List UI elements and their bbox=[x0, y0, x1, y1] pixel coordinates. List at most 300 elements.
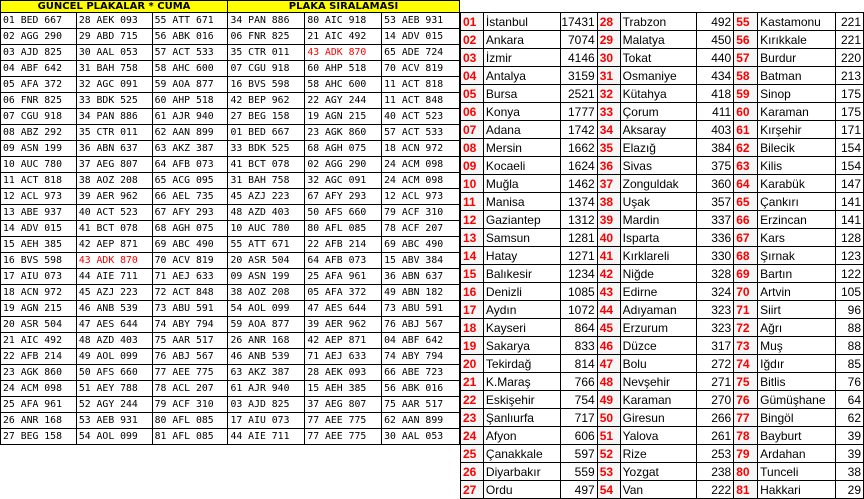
plate-cell[interactable]: 25 AFA 961 bbox=[305, 269, 382, 285]
plate-count[interactable]: 175 bbox=[836, 103, 864, 121]
plate-cell[interactable]: 13 ABE 937 bbox=[1, 205, 77, 221]
plate-cell[interactable]: 80 AFL 085 bbox=[152, 413, 228, 429]
plate-count[interactable]: 403 bbox=[697, 121, 734, 139]
rank-number[interactable]: 75 bbox=[734, 373, 758, 391]
rank-number[interactable]: 71 bbox=[734, 301, 758, 319]
plate-cell[interactable]: 76 ABJ 567 bbox=[152, 349, 228, 365]
plate-cell[interactable]: 42 AEP 871 bbox=[76, 237, 152, 253]
rank-number[interactable]: 72 bbox=[734, 319, 758, 337]
plate-count[interactable]: 17431 bbox=[560, 13, 597, 31]
city-name[interactable]: Kilis bbox=[758, 157, 836, 175]
plate-cell[interactable]: 38 AOZ 208 bbox=[228, 285, 305, 301]
plate-count[interactable]: 253 bbox=[697, 445, 734, 463]
rank-number[interactable]: 10 bbox=[461, 175, 484, 193]
plate-cell[interactable]: 44 AIE 711 bbox=[76, 269, 152, 285]
rank-number[interactable]: 73 bbox=[734, 337, 758, 355]
plate-cell[interactable]: 21 AIC 492 bbox=[1, 333, 77, 349]
rank-number[interactable]: 33 bbox=[597, 103, 620, 121]
plate-cell[interactable]: 48 AZD 403 bbox=[228, 205, 305, 221]
city-name[interactable]: Ankara bbox=[483, 31, 560, 49]
plate-cell[interactable]: 68 AGH 075 bbox=[152, 221, 228, 237]
city-name[interactable]: Isparta bbox=[620, 229, 697, 247]
rank-number[interactable]: 61 bbox=[734, 121, 758, 139]
plate-cell[interactable]: 09 ASN 199 bbox=[1, 141, 77, 157]
plate-cell[interactable]: 30 AAL 053 bbox=[382, 429, 460, 445]
plate-cell[interactable]: 55 ATT 671 bbox=[152, 13, 228, 29]
city-name[interactable]: Edirne bbox=[620, 283, 697, 301]
plate-count[interactable]: 2521 bbox=[560, 85, 597, 103]
plate-cell[interactable]: 15 AEH 385 bbox=[1, 237, 77, 253]
plate-cell[interactable]: 50 AFS 660 bbox=[76, 365, 152, 381]
plate-count[interactable]: 122 bbox=[836, 265, 864, 283]
plate-count[interactable]: 833 bbox=[560, 337, 597, 355]
plate-cell[interactable]: 56 ABK 016 bbox=[152, 29, 228, 45]
rank-number[interactable]: 14 bbox=[461, 247, 484, 265]
plate-count[interactable]: 330 bbox=[697, 247, 734, 265]
city-name[interactable]: Karaman bbox=[620, 391, 697, 409]
plate-cell[interactable]: 34 PAN 886 bbox=[76, 109, 152, 125]
plate-cell[interactable]: 08 ABZ 292 bbox=[1, 125, 77, 141]
plate-count[interactable]: 440 bbox=[697, 49, 734, 67]
city-name[interactable]: Adıyaman bbox=[620, 301, 697, 319]
plate-cell[interactable]: 36 ABN 637 bbox=[382, 269, 460, 285]
plate-cell[interactable]: 27 BEG 158 bbox=[1, 429, 77, 445]
city-name[interactable]: Iğdır bbox=[758, 355, 836, 373]
rank-number[interactable]: 28 bbox=[597, 13, 620, 31]
rank-number[interactable]: 41 bbox=[597, 247, 620, 265]
city-name[interactable]: Bolu bbox=[620, 355, 697, 373]
rank-number[interactable]: 40 bbox=[597, 229, 620, 247]
city-name[interactable]: Hatay bbox=[483, 247, 560, 265]
rank-number[interactable]: 27 bbox=[461, 481, 484, 499]
city-name[interactable]: Sinop bbox=[758, 85, 836, 103]
rank-number[interactable]: 42 bbox=[597, 265, 620, 283]
plate-cell[interactable]: 32 AGC 091 bbox=[305, 173, 382, 189]
plate-count[interactable]: 128 bbox=[836, 229, 864, 247]
plate-count[interactable]: 411 bbox=[697, 103, 734, 121]
plate-count[interactable]: 1624 bbox=[560, 157, 597, 175]
plate-count[interactable]: 1234 bbox=[560, 265, 597, 283]
city-name[interactable]: Şırnak bbox=[758, 247, 836, 265]
plate-cell[interactable]: 45 AZJ 223 bbox=[76, 285, 152, 301]
rank-number[interactable]: 60 bbox=[734, 103, 758, 121]
rank-number[interactable]: 57 bbox=[734, 49, 758, 67]
plate-cell[interactable]: 14 ADV 015 bbox=[1, 221, 77, 237]
rank-number[interactable]: 32 bbox=[597, 85, 620, 103]
city-name[interactable]: Samsun bbox=[483, 229, 560, 247]
plate-cell[interactable]: 79 ACF 310 bbox=[382, 205, 460, 221]
plate-cell[interactable]: 72 ACT 848 bbox=[152, 285, 228, 301]
plate-cell[interactable]: 30 AAL 053 bbox=[76, 45, 152, 61]
plate-cell[interactable]: 39 AER 962 bbox=[76, 189, 152, 205]
plate-cell[interactable]: 58 AHC 600 bbox=[152, 61, 228, 77]
city-name[interactable]: Aydın bbox=[483, 301, 560, 319]
plate-cell[interactable]: 06 FNR 825 bbox=[228, 29, 305, 45]
plate-count[interactable]: 76 bbox=[836, 373, 864, 391]
rank-number[interactable]: 24 bbox=[461, 427, 484, 445]
plate-cell[interactable]: 70 ACV 819 bbox=[382, 61, 460, 77]
plate-cell[interactable]: 34 PAN 886 bbox=[228, 13, 305, 29]
city-name[interactable]: Yozgat bbox=[620, 463, 697, 481]
plate-count[interactable]: 337 bbox=[697, 211, 734, 229]
plate-cell[interactable]: 68 AGH 075 bbox=[305, 141, 382, 157]
plate-cell[interactable]: 15 AEH 385 bbox=[305, 381, 382, 397]
plate-cell[interactable]: 12 ACL 973 bbox=[382, 189, 460, 205]
plate-count[interactable]: 450 bbox=[697, 31, 734, 49]
plate-cell[interactable]: 66 ABE 723 bbox=[382, 365, 460, 381]
city-name[interactable]: Kayseri bbox=[483, 319, 560, 337]
rank-number[interactable]: 06 bbox=[461, 103, 484, 121]
city-name[interactable]: Muğla bbox=[483, 175, 560, 193]
city-name[interactable]: Kocaeli bbox=[483, 157, 560, 175]
plate-count[interactable]: 317 bbox=[697, 337, 734, 355]
plate-count[interactable]: 171 bbox=[836, 121, 864, 139]
plate-cell[interactable]: 77 AEE 775 bbox=[152, 365, 228, 381]
plate-count[interactable]: 606 bbox=[560, 427, 597, 445]
plate-cell[interactable]: 10 AUC 780 bbox=[1, 157, 77, 173]
plate-cell[interactable]: 25 AFA 961 bbox=[1, 397, 77, 413]
plate-cell[interactable]: 75 AAR 517 bbox=[382, 397, 460, 413]
plate-cell[interactable]: 53 AEB 931 bbox=[76, 413, 152, 429]
plate-cell[interactable]: 14 ADV 015 bbox=[382, 29, 460, 45]
plate-cell[interactable]: 66 AEL 735 bbox=[152, 189, 228, 205]
plate-count[interactable]: 336 bbox=[697, 229, 734, 247]
rank-number[interactable]: 26 bbox=[461, 463, 484, 481]
plate-count[interactable]: 360 bbox=[697, 175, 734, 193]
city-name[interactable]: İstanbul bbox=[483, 13, 560, 31]
plate-count[interactable]: 39 bbox=[836, 427, 864, 445]
rank-number[interactable]: 08 bbox=[461, 139, 484, 157]
rank-number[interactable]: 36 bbox=[597, 157, 620, 175]
plate-count[interactable]: 497 bbox=[560, 481, 597, 499]
plate-count[interactable]: 418 bbox=[697, 85, 734, 103]
plate-cell[interactable]: 40 ACT 523 bbox=[382, 109, 460, 125]
plate-count[interactable]: 39 bbox=[836, 445, 864, 463]
plate-cell[interactable]: 61 AJR 940 bbox=[152, 109, 228, 125]
plate-count[interactable]: 597 bbox=[560, 445, 597, 463]
plate-count[interactable]: 64 bbox=[836, 391, 864, 409]
plate-count[interactable]: 154 bbox=[836, 157, 864, 175]
rank-number[interactable]: 47 bbox=[597, 355, 620, 373]
rank-number[interactable]: 09 bbox=[461, 157, 484, 175]
plate-cell[interactable]: 71 AEJ 633 bbox=[152, 269, 228, 285]
plate-count[interactable]: 323 bbox=[697, 301, 734, 319]
plate-cell[interactable]: 80 AIC 918 bbox=[305, 13, 382, 29]
plate-cell[interactable]: 19 AGN 215 bbox=[305, 109, 382, 125]
plate-cell[interactable]: 80 AFL 085 bbox=[305, 221, 382, 237]
rank-number[interactable]: 56 bbox=[734, 31, 758, 49]
plate-cell[interactable]: 10 AUC 780 bbox=[228, 221, 305, 237]
plate-count[interactable]: 1374 bbox=[560, 193, 597, 211]
city-name[interactable]: Uşak bbox=[620, 193, 697, 211]
rank-number[interactable]: 63 bbox=[734, 157, 758, 175]
plate-count[interactable]: 29 bbox=[836, 481, 864, 499]
plate-cell[interactable]: 05 AFA 372 bbox=[1, 77, 77, 93]
plate-cell[interactable]: 46 ANB 539 bbox=[76, 301, 152, 317]
plate-cell[interactable]: 57 ACT 533 bbox=[382, 125, 460, 141]
rank-number[interactable]: 66 bbox=[734, 211, 758, 229]
city-name[interactable]: Karaman bbox=[758, 103, 836, 121]
plate-cell[interactable]: 31 BAH 758 bbox=[228, 173, 305, 189]
plate-cell[interactable]: 51 AEY 788 bbox=[76, 381, 152, 397]
city-name[interactable]: İzmir bbox=[483, 49, 560, 67]
plate-count[interactable]: 766 bbox=[560, 373, 597, 391]
plate-cell[interactable]: 61 AJR 940 bbox=[228, 381, 305, 397]
city-name[interactable]: Erzurum bbox=[620, 319, 697, 337]
plate-cell[interactable]: 04 ABF 642 bbox=[382, 333, 460, 349]
city-name[interactable]: Rize bbox=[620, 445, 697, 463]
city-name[interactable]: Denizli bbox=[483, 283, 560, 301]
plate-count[interactable]: 375 bbox=[697, 157, 734, 175]
plate-cell[interactable]: 52 AGY 244 bbox=[76, 397, 152, 413]
plate-count[interactable]: 4146 bbox=[560, 49, 597, 67]
plate-cell[interactable]: 09 ASN 199 bbox=[228, 269, 305, 285]
plate-cell[interactable]: 33 BDK 525 bbox=[76, 93, 152, 109]
plate-count[interactable]: 38 bbox=[836, 463, 864, 481]
rank-number[interactable]: 64 bbox=[734, 175, 758, 193]
rank-number[interactable]: 30 bbox=[597, 49, 620, 67]
plate-count[interactable]: 559 bbox=[560, 463, 597, 481]
rank-number[interactable]: 43 bbox=[597, 283, 620, 301]
city-name[interactable]: Eskişehir bbox=[483, 391, 560, 409]
city-name[interactable]: Muş bbox=[758, 337, 836, 355]
plate-cell[interactable]: 24 ACM 098 bbox=[382, 157, 460, 173]
plate-count[interactable]: 384 bbox=[697, 139, 734, 157]
plate-cell[interactable]: 28 AEK 093 bbox=[76, 13, 152, 29]
plate-cell[interactable]: 65 ACG 095 bbox=[152, 173, 228, 189]
plate-count[interactable]: 222 bbox=[697, 481, 734, 499]
plate-cell[interactable]: 22 AGY 244 bbox=[305, 93, 382, 109]
city-name[interactable]: Tunceli bbox=[758, 463, 836, 481]
plate-cell[interactable]: 44 AIE 711 bbox=[228, 429, 305, 445]
plate-count[interactable]: 123 bbox=[836, 247, 864, 265]
plate-cell[interactable]: 21 AIC 492 bbox=[305, 29, 382, 45]
plate-cell[interactable]: 24 ACM 098 bbox=[1, 381, 77, 397]
plate-count[interactable]: 147 bbox=[836, 175, 864, 193]
plate-cell[interactable]: 05 AFA 372 bbox=[305, 285, 382, 301]
city-name[interactable]: Burdur bbox=[758, 49, 836, 67]
plate-count[interactable]: 85 bbox=[836, 355, 864, 373]
plate-cell[interactable]: 27 BEG 158 bbox=[228, 109, 305, 125]
plate-cell[interactable]: 35 CTR 011 bbox=[228, 45, 305, 61]
plate-cell[interactable]: 77 AEE 775 bbox=[305, 429, 382, 445]
city-name[interactable]: Artvin bbox=[758, 283, 836, 301]
city-name[interactable]: Yalova bbox=[620, 427, 697, 445]
plate-count[interactable]: 141 bbox=[836, 211, 864, 229]
city-name[interactable]: Ağrı bbox=[758, 319, 836, 337]
rank-number[interactable]: 78 bbox=[734, 427, 758, 445]
rank-number[interactable]: 17 bbox=[461, 301, 484, 319]
plate-cell[interactable]: 49 ABN 182 bbox=[382, 285, 460, 301]
plate-count[interactable]: 754 bbox=[560, 391, 597, 409]
city-name[interactable]: Düzce bbox=[620, 337, 697, 355]
plate-cell[interactable]: 17 AIU 073 bbox=[228, 413, 305, 429]
plate-cell[interactable]: 64 AFB 073 bbox=[152, 157, 228, 173]
city-name[interactable]: Manisa bbox=[483, 193, 560, 211]
city-name[interactable]: Mersin bbox=[483, 139, 560, 157]
plate-count[interactable]: 220 bbox=[836, 49, 864, 67]
plate-cell[interactable]: 02 AGG 290 bbox=[1, 29, 77, 45]
city-name[interactable]: Batman bbox=[758, 67, 836, 85]
city-name[interactable]: Elazığ bbox=[620, 139, 697, 157]
plate-count[interactable]: 434 bbox=[697, 67, 734, 85]
plate-cell[interactable]: 17 AIU 073 bbox=[1, 269, 77, 285]
rank-number[interactable]: 81 bbox=[734, 481, 758, 499]
city-name[interactable]: Balıkesir bbox=[483, 265, 560, 283]
rank-number[interactable]: 54 bbox=[597, 481, 620, 499]
city-name[interactable]: Niğde bbox=[620, 265, 697, 283]
plate-cell[interactable]: 43 ADK 870 bbox=[76, 253, 152, 269]
city-name[interactable]: Bingöl bbox=[758, 409, 836, 427]
plate-cell[interactable]: 39 AER 962 bbox=[305, 317, 382, 333]
plate-cell[interactable]: 48 AZD 403 bbox=[76, 333, 152, 349]
plate-cell[interactable]: 38 AOZ 208 bbox=[76, 173, 152, 189]
city-name[interactable]: Kırşehir bbox=[758, 121, 836, 139]
rank-number[interactable]: 22 bbox=[461, 391, 484, 409]
plate-cell[interactable]: 01 BED 667 bbox=[228, 125, 305, 141]
city-name[interactable]: Diyarbakır bbox=[483, 463, 560, 481]
plate-cell[interactable]: 40 ACT 523 bbox=[76, 205, 152, 221]
city-name[interactable]: Bilecik bbox=[758, 139, 836, 157]
plate-count[interactable]: 324 bbox=[697, 283, 734, 301]
plate-cell[interactable]: 59 AOA 877 bbox=[228, 317, 305, 333]
plate-cell[interactable]: 06 FNR 825 bbox=[1, 93, 77, 109]
rank-number[interactable]: 18 bbox=[461, 319, 484, 337]
city-name[interactable]: Antalya bbox=[483, 67, 560, 85]
plate-count[interactable]: 221 bbox=[836, 31, 864, 49]
plate-cell[interactable]: 20 ASR 504 bbox=[228, 253, 305, 269]
rank-number[interactable]: 44 bbox=[597, 301, 620, 319]
city-name[interactable]: Bayburt bbox=[758, 427, 836, 445]
rank-number[interactable]: 49 bbox=[597, 391, 620, 409]
rank-number[interactable]: 55 bbox=[734, 13, 758, 31]
plate-count[interactable]: 221 bbox=[836, 13, 864, 31]
city-name[interactable]: Hakkari bbox=[758, 481, 836, 499]
plate-cell[interactable]: 26 ANR 168 bbox=[228, 333, 305, 349]
plate-cell[interactable]: 53 AEB 931 bbox=[382, 13, 460, 29]
plate-cell[interactable]: 41 BCT 078 bbox=[76, 221, 152, 237]
plate-count[interactable]: 357 bbox=[697, 193, 734, 211]
rank-number[interactable]: 03 bbox=[461, 49, 484, 67]
plate-cell[interactable]: 23 AGK 860 bbox=[305, 125, 382, 141]
plate-cell[interactable]: 37 AEG 807 bbox=[76, 157, 152, 173]
city-name[interactable]: Çankırı bbox=[758, 193, 836, 211]
city-name[interactable]: Kırklareli bbox=[620, 247, 697, 265]
plate-cell[interactable]: 11 ACT 818 bbox=[382, 77, 460, 93]
city-name[interactable]: Bursa bbox=[483, 85, 560, 103]
rank-number[interactable]: 58 bbox=[734, 67, 758, 85]
rank-number[interactable]: 77 bbox=[734, 409, 758, 427]
plate-cell[interactable]: 24 ACM 098 bbox=[382, 173, 460, 189]
plate-cell[interactable]: 74 ABY 794 bbox=[152, 317, 228, 333]
rank-number[interactable]: 53 bbox=[597, 463, 620, 481]
city-name[interactable]: Çanakkale bbox=[483, 445, 560, 463]
rank-number[interactable]: 11 bbox=[461, 193, 484, 211]
city-name[interactable]: Ardahan bbox=[758, 445, 836, 463]
plate-count[interactable]: 62 bbox=[836, 409, 864, 427]
plate-cell[interactable]: 15 ABV 384 bbox=[382, 253, 460, 269]
plate-count[interactable]: 1462 bbox=[560, 175, 597, 193]
plate-count[interactable]: 814 bbox=[560, 355, 597, 373]
plate-cell[interactable]: 23 AGK 860 bbox=[1, 365, 77, 381]
city-name[interactable]: Adana bbox=[483, 121, 560, 139]
rank-number[interactable]: 70 bbox=[734, 283, 758, 301]
city-name[interactable]: Malatya bbox=[620, 31, 697, 49]
plate-count[interactable]: 154 bbox=[836, 139, 864, 157]
plate-cell[interactable]: 81 AFL 085 bbox=[152, 429, 228, 445]
plate-count[interactable]: 323 bbox=[697, 319, 734, 337]
city-name[interactable]: Siirt bbox=[758, 301, 836, 319]
plate-cell[interactable]: 67 AFY 293 bbox=[152, 205, 228, 221]
city-name[interactable]: Kırıkkale bbox=[758, 31, 836, 49]
city-name[interactable]: Tekirdağ bbox=[483, 355, 560, 373]
city-name[interactable]: Osmaniye bbox=[620, 67, 697, 85]
rank-number[interactable]: 69 bbox=[734, 265, 758, 283]
plate-count[interactable]: 864 bbox=[560, 319, 597, 337]
rank-number[interactable]: 05 bbox=[461, 85, 484, 103]
rank-number[interactable]: 39 bbox=[597, 211, 620, 229]
city-name[interactable]: Mardin bbox=[620, 211, 697, 229]
city-name[interactable]: Bitlis bbox=[758, 373, 836, 391]
rank-number[interactable]: 16 bbox=[461, 283, 484, 301]
plate-count[interactable]: 3159 bbox=[560, 67, 597, 85]
plate-count[interactable]: 1662 bbox=[560, 139, 597, 157]
plate-cell[interactable]: 50 AFS 660 bbox=[305, 205, 382, 221]
plate-count[interactable]: 717 bbox=[560, 409, 597, 427]
plate-cell[interactable]: 36 ABN 637 bbox=[76, 141, 152, 157]
plate-count[interactable]: 261 bbox=[697, 427, 734, 445]
plate-count[interactable]: 213 bbox=[836, 67, 864, 85]
rank-number[interactable]: 65 bbox=[734, 193, 758, 211]
plate-count[interactable]: 266 bbox=[697, 409, 734, 427]
plate-count[interactable]: 7074 bbox=[560, 31, 597, 49]
plate-cell[interactable]: 70 ACV 819 bbox=[152, 253, 228, 269]
plate-cell[interactable]: 31 BAH 758 bbox=[76, 61, 152, 77]
plate-count[interactable]: 492 bbox=[697, 13, 734, 31]
city-name[interactable]: Giresun bbox=[620, 409, 697, 427]
plate-count[interactable]: 88 bbox=[836, 319, 864, 337]
plate-cell[interactable]: 32 AGC 091 bbox=[76, 77, 152, 93]
rank-number[interactable]: 62 bbox=[734, 139, 758, 157]
plate-cell[interactable]: 28 AEK 093 bbox=[305, 365, 382, 381]
rank-number[interactable]: 80 bbox=[734, 463, 758, 481]
rank-number[interactable]: 59 bbox=[734, 85, 758, 103]
rank-number[interactable]: 45 bbox=[597, 319, 620, 337]
plate-cell[interactable]: 29 ABD 715 bbox=[76, 29, 152, 45]
plate-cell[interactable]: 58 AHC 600 bbox=[305, 77, 382, 93]
plate-count[interactable]: 88 bbox=[836, 337, 864, 355]
city-name[interactable]: Şanlıurfa bbox=[483, 409, 560, 427]
plate-cell[interactable]: 75 AAR 517 bbox=[152, 333, 228, 349]
plate-cell[interactable]: 78 ACF 207 bbox=[382, 221, 460, 237]
rank-number[interactable]: 12 bbox=[461, 211, 484, 229]
plate-cell[interactable]: 42 BEP 962 bbox=[228, 93, 305, 109]
plate-cell[interactable]: 57 ACT 533 bbox=[152, 45, 228, 61]
plate-cell[interactable]: 18 ACN 972 bbox=[1, 285, 77, 301]
plate-cell[interactable]: 76 ABJ 567 bbox=[382, 317, 460, 333]
city-name[interactable]: K.Maraş bbox=[483, 373, 560, 391]
plate-count[interactable]: 1085 bbox=[560, 283, 597, 301]
plate-cell[interactable]: 07 CGU 918 bbox=[1, 109, 77, 125]
plate-cell[interactable]: 46 ANB 539 bbox=[228, 349, 305, 365]
plate-count[interactable]: 105 bbox=[836, 283, 864, 301]
rank-number[interactable]: 01 bbox=[461, 13, 484, 31]
plate-cell[interactable]: 22 AFB 214 bbox=[1, 349, 77, 365]
city-name[interactable]: Çorum bbox=[620, 103, 697, 121]
plate-cell[interactable]: 11 ACT 848 bbox=[382, 93, 460, 109]
plate-cell[interactable]: 45 AZJ 223 bbox=[228, 189, 305, 205]
plate-cell[interactable]: 78 ACL 207 bbox=[152, 381, 228, 397]
